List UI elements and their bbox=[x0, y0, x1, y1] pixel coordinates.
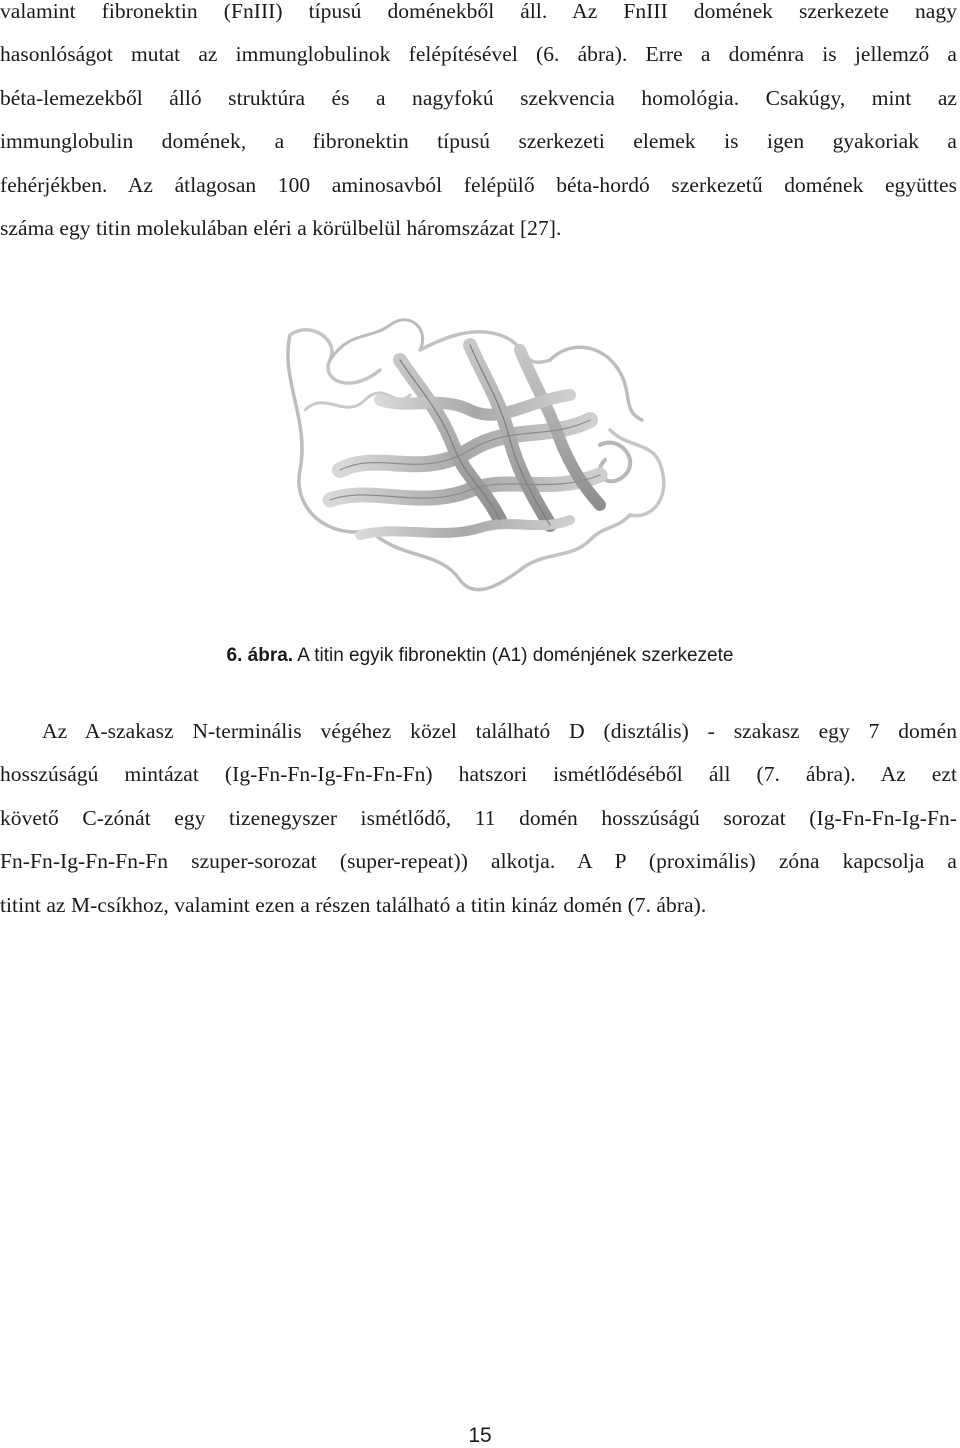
figure-caption bbox=[0, 645, 960, 667]
paragraph-titin-zones bbox=[0, 710, 957, 927]
text-line: valamint fibronektin (FnIII) típusú doménekből áll. Az FnIII domének szerkezete nagy bbox=[0, 0, 957, 23]
text-line: Az A-szakasz N-terminális végéhez közel található D (disztális) - szakasz egy 7 domén bbox=[42, 719, 957, 743]
figure-caption-text: A titin egyik fibronektin (A1) doménjének szerkezete bbox=[293, 645, 734, 666]
text-line: száma egy titin molekulában eléri a körülbelül háromszázat [27]. bbox=[0, 215, 562, 240]
text-line: béta-lemezekből álló struktúra és a nagyfokú szekvencia homológia. Csakúgy, mint az bbox=[0, 85, 957, 110]
figure-label: 6. ábra. bbox=[226, 645, 294, 666]
text-line: követő C-zónát egy tizenegyszer ismétlődő, 11 domén hosszúságú sorozat (Ig-Fn-Fn-Ig-Fn- bbox=[0, 805, 957, 830]
text-line: hasonlóságot mutat az immunglobulinok felépítésével (6. ábra). Erre a doménra is jellemző a bbox=[0, 42, 957, 67]
text-line: immunglobulin domének, a fibronektin típusú szerkezeti elemek is igen gyakoriak a bbox=[0, 129, 957, 154]
paragraph-fniii-description bbox=[0, 0, 957, 250]
text-line: hosszúságú mintázat (Ig-Fn-Fn-Ig-Fn-Fn-Fn) hatszori ismétlődéséből áll (7. ábra). Az ezt bbox=[0, 762, 957, 787]
protein-ribbon-structure-icon bbox=[270, 300, 680, 605]
text-line: titint az M-csíkhoz, valamint ezen a részen található a titin kináz domén (7. ábra). bbox=[0, 892, 707, 917]
page-number: 15 bbox=[468, 1424, 492, 1447]
text-line: Fn-Fn-Ig-Fn-Fn-Fn szuper-sorozat (super-repeat)) alkotja. A P (proximális) zóna kapcsolja a bbox=[0, 849, 957, 874]
text-line: fehérjékben. Az átlagosan 100 aminosavból felépülő béta-hordó szerkezetű domének együttes bbox=[0, 172, 957, 197]
